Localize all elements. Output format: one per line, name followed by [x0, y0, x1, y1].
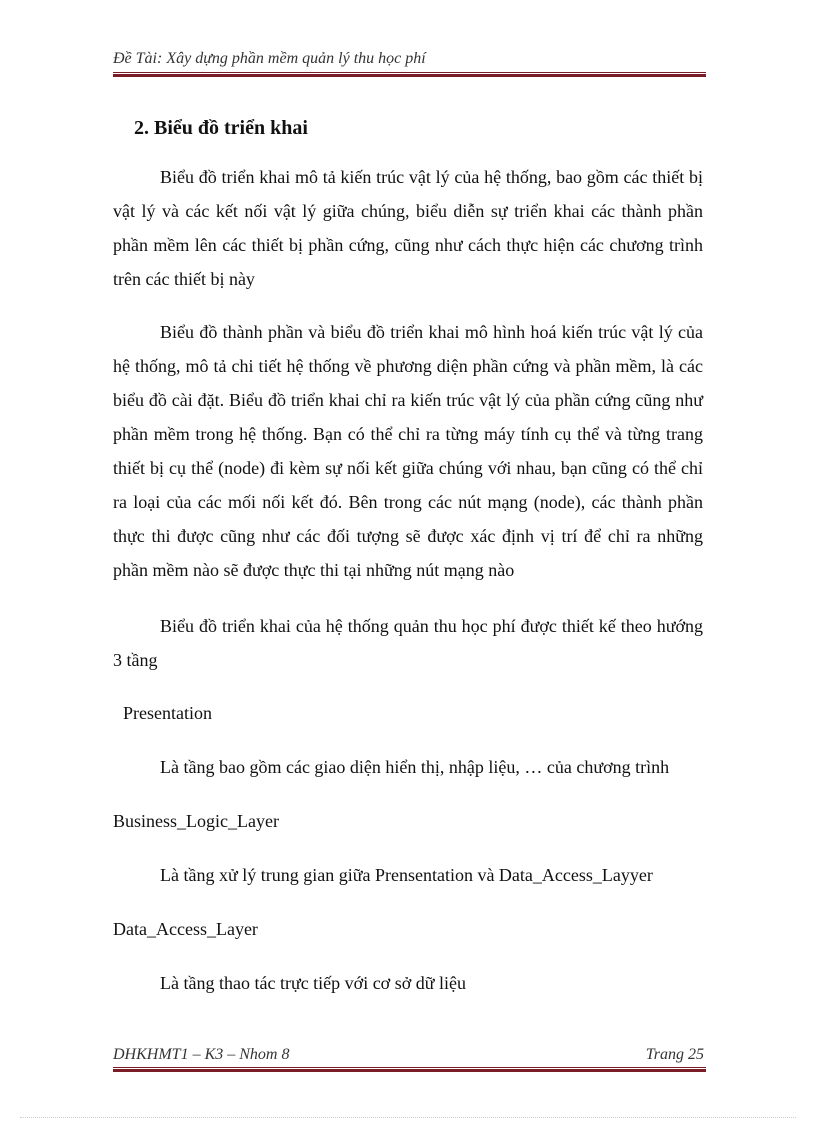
header-rule-thick	[113, 74, 706, 77]
layer-desc-business: Là tầng xử lý trung gian giữa Prensentation và Data_Access_Layyer	[160, 865, 653, 885]
paragraph-3: Biểu đồ triển khai của hệ thống quản thu học phí được thiết kế theo hướng 3 tầng	[113, 616, 703, 670]
footer-rule-thick	[113, 1069, 706, 1072]
layer-name-data-access: Data_Access_Layer	[113, 919, 258, 939]
paragraph-1: Biểu đồ triển khai mô tả kiến trúc vật lý của hệ thống, bao gồm các thiết bị vật lý và các kết nối vật lý giữa chúng, biểu diễn sự triển khai các thành phần phần mềm lên các thiết bị phần cứng, cũng như cách thực hiện các chương trình trên các thiết bị này	[113, 167, 703, 289]
section-title: 2. Biểu đồ triển khai	[134, 117, 308, 139]
layer-name-presentation: Presentation	[123, 703, 212, 723]
page-edge	[20, 1117, 796, 1118]
layer-name-business: Business_Logic_Layer	[113, 811, 279, 831]
header-title: Đề Tài: Xây dựng phần mềm quản lý thu học phí	[113, 50, 426, 67]
footer-group-label: DHKHMT1 – K3 – Nhom 8	[113, 1046, 290, 1063]
footer-rule-thin	[113, 1067, 706, 1068]
paragraph-2: Biểu đồ thành phần và biểu đồ triển khai mô hình hoá kiến trúc vật lý của hệ thống, mô tả chi tiết hệ thống về phương diện phần cứng và phần mềm, là các biểu đồ cài đặt. Biểu đồ triển khai chỉ ra kiến trúc vật lý của phần cứng cũng như phần mềm trong hệ thống. Bạn có thể chỉ ra từng máy tính cụ thể và từng trang thiết bị cụ thể (node) đi kèm sự nối kết giữa chúng với nhau, bạn cũng có thể chỉ ra loại của các mối nối kết đó. Bên trong các nút mạng (node), các thành phần thực thi được cũng như các đối tượng sẽ được xác định vị trí để chỉ ra những phần mềm nào sẽ được thực thi tại những nút mạng nào	[113, 322, 703, 580]
header-rule-thin	[113, 72, 706, 73]
footer-page-number: Trang 25	[645, 1046, 704, 1063]
layer-desc-data-access: Là tầng thao tác trực tiếp với cơ sở dữ liệu	[160, 973, 466, 993]
layer-desc-presentation: Là tầng bao gồm các giao diện hiển thị, nhập liệu, … của chương trình	[160, 757, 670, 777]
